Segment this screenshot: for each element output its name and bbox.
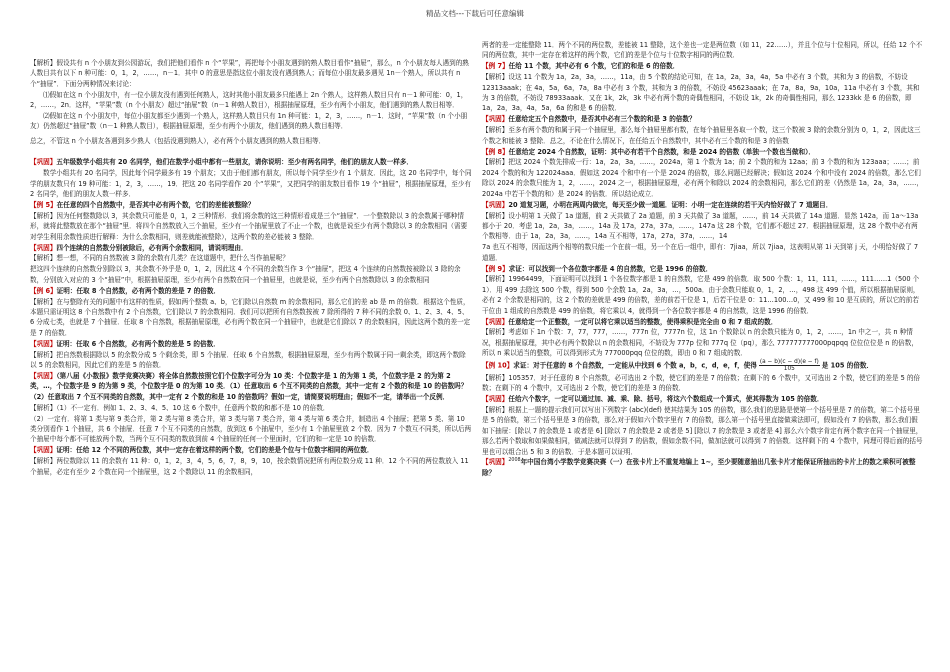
practice-10 bbox=[482, 457, 924, 478]
practice-6 bbox=[482, 114, 924, 124]
continued-solution: 两者的差一定能整除 11．两个不同的两位数，差能被 11 整除，这个差也一定是两位数（如 11，22……），并且个位与十位相同，所以，任给 12 个不同的两位数，其中一定存在着这样的两个数，它们的差是个位与十位数字相同的两位数． bbox=[482, 41, 923, 60]
practice-4-solution-2: （2）一定有．将第 1 类与第 9 类合并，第 2 类与第 8 类合并，第 3 类与第 7 类合并，第 4 类与第 6 类合并，制造出 4 个抽屉；把第 5 类、第 10 类分别看作 1 个抽屉，共 6 个抽屉．任意 7 个互不同类的自然数，放到这 6 个抽屉中，至少有 1 个抽屉里放 2 个数．因为 7 个数互不同类，所以后两个抽屉中每个都不可能放两个数，当两个互不同类的数放到前 4 个抽屉的任何一个里面时，它们的和一定是 10 的倍数． bbox=[30, 414, 472, 444]
example-text: 求证：可以找到一个各位数字都是 4 的自然数，它是 1996 的倍数． bbox=[508, 264, 713, 273]
example-5-solution: 【解析】因为任何整数除以 3，其余数只可能是 0，1，2 三种情形．我们将余数的这三种情形看成是三个“抽屉”．一个整数除以 3 的余数属于哪种情形，就将此整数放在那个“抽屉”里．将四个自然数放入三个抽屉，至少有一个抽屉里放了不止一个数，也就是说至少有两个数除以 3 的余数相同（需要对学生利用余数性质进行解释：为什么余数相同，则差就能被整除），这两个数的差必能被 3 整除． bbox=[30, 211, 468, 241]
practice-2-hint: 【解析】想一想，不同的自然数被 3 除的余数有几类？在这道题中，把什么当作抽屉呢？ bbox=[30, 254, 289, 263]
page-header: 精品文档---下载后可任意编辑 bbox=[425, 9, 525, 18]
case-one-paragraph: ⑴假如在这 n 个小朋友中，有一位小朋友没有遇到任何熟人，这时其他小朋友最多只能遇上 2n 个熟人，这样熟人数目只有 n－1 种可能：0，1，2，……，2n．这样，“苹果”数（n 个小朋友）超过“抽屉”数（n－1 种熟人数目），根据抽屉原理，至少有两个小朋友，他们遇到的熟人数目相等． bbox=[30, 90, 468, 110]
practice-9 bbox=[482, 394, 924, 404]
example-text-end: 是 105 的倍数． bbox=[821, 361, 874, 370]
practice-text: 证明：任给 12 个不同的两位数，其中一定存在着这样的两个数，它们的差是个位与十位数字相同的两位数． bbox=[56, 446, 374, 455]
practice-text: 证明：任取 6 个自然数，必有两个数的差是 5 的倍数． bbox=[56, 339, 220, 348]
practice-5 bbox=[30, 445, 472, 455]
practice-1 bbox=[30, 157, 472, 167]
example-6-solution: 【解析】在与整除有关的问题中有这样的性质，假如两个整数 a、b，它们除以自然数 m 的余数相同，那么它们的差 ab 是 m 的倍数．根据这个性质，本题只需证明这 8 个自然数中有 2 个自然数，它们除以 7 的余数相同．我们可以把所有自然数按被 7 除所得的 7 种不同的余数 0、1、2、3、4、5、6 分成七类，也就是 7 个抽屉．任取 8 个自然数，根据抽屉原理，必有两个数在同一个抽屉中，也就是它们除以 7 的余数相同，因此这两个数的差一定是 7 的倍数． bbox=[30, 297, 471, 337]
fraction-denominator: 105 bbox=[783, 366, 795, 373]
example-text: 任给 11 个数，其中必有 6 个数，它们的和是 6 的倍数． bbox=[508, 62, 680, 71]
example-7 bbox=[482, 61, 924, 71]
fraction-numerator: (a − b)(c − d)(e − f) bbox=[759, 359, 819, 366]
solution-paragraph: 【解析】假设共有 n 个小朋友到公园游玩，我们把他们看作 n 个“苹果”，再把每个小朋友遇到的熟人数目看作“抽屉”，那么，n 个小朋友每人遇到的熟人数目共有以下 n 种可能：0，1，2，……，n－1．其中 0 的意思是指这位小朋友没有遇到熟人；而每位小朋友最多遇见 1n－个熟人，所以共有 n 个“抽屉”．下面分两种情况来讨论： bbox=[30, 59, 469, 88]
example-label: 【例 5】 bbox=[30, 200, 57, 209]
example-label: 【例 6】 bbox=[30, 286, 57, 295]
practice-7 bbox=[482, 200, 924, 210]
practice-label: 【巩固】 bbox=[482, 200, 509, 209]
example-text: 在任意的四个自然数中，是否其中必有两个数，它们的差能被整除？ bbox=[56, 200, 255, 209]
example-10 bbox=[482, 359, 924, 372]
right-column bbox=[482, 40, 924, 479]
practice-label: 【巩固】 bbox=[482, 458, 509, 467]
case-two-paragraph: ⑵假如在这 n 个小朋友中，每位小朋友都至少遇到一个熟人，这样熟人数目只有 1n 种可能：1，2，3，……，n－1．这时，“苹果”数（n 个小朋友）仍然超过“抽屉”数（n－1 种熟人数目），根据抽屉原理，至少有两个小朋友，他们遇到的熟人数目相等． bbox=[30, 112, 468, 131]
example-label: 【例 7】 bbox=[482, 62, 509, 71]
left-column bbox=[30, 58, 472, 477]
fraction-expression bbox=[759, 359, 820, 372]
competition-year: 2008 bbox=[508, 458, 521, 464]
example-5 bbox=[30, 200, 472, 210]
practice-label: 【巩固】 bbox=[30, 158, 57, 167]
practice-label: 【巩固】 bbox=[30, 446, 57, 455]
example-label: 【例 8】 bbox=[482, 147, 509, 156]
practice-3-solution: 【解析】把自然数根据除以 5 的余数分成 5 个剩余类，即 5 个抽屉．任取 6 个自然数，根据抽屉原理，至少有两个数属于同一剩余类，即这两个数除以 5 的余数相同，因此它们的差是 5 的倍数． bbox=[30, 350, 466, 369]
practice-4 bbox=[30, 371, 472, 402]
practice-2 bbox=[30, 243, 472, 253]
practice-label: 【巩固】 bbox=[30, 243, 57, 252]
example-9-solution: 【解析】19964499，下面证明可以找到 1 个各位数字都是 1 的自然数，它是 499 的倍数．取 500 个数：1，11，111，……，111……1（500 个 1）．用 499 去除这 500 个数，得到 500 个余数 1a，2a，3a，…，500a．由于余数只能取 0，1，2，…，498 这 499 个值，所以根据抽屉原则，必有 2 个余数是相同的，这 2 个数的差就是 499 的倍数，差的前若干位是 1，后若干位是 0：11…100…0，又 499 和 10 是互质的，所以它的前若干位由 1 组成的自然数是 499 的倍数，将它乘以 4，就得到一个各位数字都是 4 的自然数，这是 1996 的倍数． bbox=[482, 275, 920, 315]
practice-8 bbox=[482, 317, 924, 327]
practice-text: 任意给定五个自然数中，是否其中必有三个数的和是 3 的倍数？ bbox=[508, 115, 696, 124]
practice-label: 【巩固】 bbox=[482, 395, 509, 403]
practice-label: 【巩固】 bbox=[30, 339, 57, 348]
practice-2-solution: 把这四个连续的自然数分别除以 3，其余数不外乎是 0，1，2，因此这 4 个不同的余数当作 3 个“抽屉”，把这 4 个连续的自然数按被除以 3 除的余数，分别放入对应的 3 个“抽屉”中，根据抽屉原理，至少有两个自然数在同一个抽屉里，也就是说，至少有两个自然数除以 3 的余数相同 bbox=[30, 265, 461, 284]
practice-text: 年中国台湾小学数学竞赛决赛（一）在张卡片上不重复地编上 1~，至少要随意抽出几张卡片才能保证所抽出的卡片上的数之乘积可被整除？ bbox=[482, 458, 916, 477]
practice-5-solution: 【解析】两位数除以 11 的余数有 11 种：0，1，2，3，4，5，6，7，8，9，10，按余数情况把所有两位数分成 11 种．12 个不同的两位数放入 11 个抽屉，必定有至少 2 个数在同一个抽屉里，这 2 个数除以 11 的余数相同， bbox=[30, 457, 469, 476]
practice-text: 任意给定一个正整数，一定可以将它乘以适当的整数，使得乘积是完全由 0 和 7 组成的数． bbox=[508, 317, 778, 326]
practice-8-solution: 【解析】考虑如下 1n 个数：7，77，777，……，777n 位，7777n 位，这 1n 个数除以 n 的余数只能为 0，1，2，……，1n 中之一，共 n 种情况，根据抽屉原理，其中必有两个数除以 n 的余数相同，不妨设为 777p 位和 777q 位（pq），那么 777777777000pqpqq 位位位位是 n 的倍数，所以 n 乘以适当的整数，可以得到形式为 777000pqq 位位的数，即由 0 和 7 组成的数． bbox=[482, 328, 918, 358]
practice-9-solution: 【解析】根据上一题的提示我们可以写出下列数字 (abc)(def) 使其结果为 105 的倍数，那么我们的思路是使第一个括号里是 7 的倍数，第二个括号里是 5 的倍数，第三个括号里是 3 的倍数，那么对于假如六个数字里有 7 的倍数，那么第一个括号里直接做乘法即可，假如没有 7 的倍数，那么我们假如下抽屉：[除以 7 的余数是 1 或者是 6] [除以 7 的余数是 2 或者是 5] [除以 7 的余数是 3 或者是 4] 那么六个数字肯定有两个数字在同一个抽屉里，那么若两个数取和如果做相同，做减法就可以得到 7 的倍数，假如余数不同，做加法就可以得到 7 的倍数．这样剩下的 4 个数中，同理可得后面的括号里也可以组合出 5 和 3 的倍数．于是本题可以证明． bbox=[482, 405, 923, 456]
example-label: 【例 9】 bbox=[482, 264, 509, 273]
practice-text: 20 道复习题，小明在两周内做完，每天至少做一道题．证明：小明一定在连续的若干天内恰好做了 7 道题目． bbox=[508, 200, 833, 209]
practice-label: 【巩固】 bbox=[482, 317, 509, 326]
example-7-solution: 【解析】设这 11 个数为 1a，2a，3a，……，11a，由 5 个数的结论可知，在 1a，2a，3a，4a，5a 中必有 3 个数，其和为 3 的倍数，不妨设 12313aaak；在 4a，5a，6a，7a，8a 中必有 3 个数，其和为 3 的倍数，不妨设 45623aaak；在 7a，8a，9a，10a，11a 中必有 3 个数，其和为 3 的倍数，不妨设 78933aaak．又在 1k，2k，3k 中必有两个数的奇偶性相同，不妨设 1k，2k 的奇偶性相同，那么 1233kk 是 6 的倍数，即 1a，2a，3a，4a，5a，6a 的和是 6 的倍数． bbox=[482, 73, 920, 113]
practice-label: 【巩固】 bbox=[30, 371, 57, 380]
practice-6-solution: 【解析】至多有两个数的和属于同一个抽屉里，那么每个抽屉里都有数，在每个抽屉里各取一个数，这三个数被 3 除的余数分别为 0，1，2，因此这三个数之和能被 3 整除．总之，不论在什么情况下，在任给五个自然数中，其中必有三个数的和是 3 的倍数 bbox=[482, 126, 921, 145]
example-10-solution: 【解析】105357．对于任意的 8 个自然数，必可选出 2 个数，使它们的差是 7 的倍数；在剩下的 6 个数中，又可选出 2 个数，使它们的差是 5 的倍数；在剩下的 4 个数中，又可选出 2 个数，使它们的差是 3 的倍数． bbox=[482, 373, 921, 393]
practice-4-solution-1: 【解析】（1）不一定有．例如 1、2、3、4、5、10 这 6 个数中，任意两个数的和都不是 10 的倍数． bbox=[30, 403, 330, 412]
practice-text: （第八届《小数报》数学竞赛决赛）将全体自然数按照它们个位数字可分为 10 类：个位数字是 1 的为第 1 类，个位数字是 2 的为第 2 类，…，个位数字是 9 的为第 9 类，个位数字是 0 的为第 10 类．（1）任意取出 6 个互不同类的自然数，其中一定有 2 个数的和是 10 的倍数吗？（2）任意取出 7 个互不同类的自然数，其中一定有 2 个数的和是 10 的倍数吗？假如一定，请简要说明理由；假如不一定，请举出一个反例． bbox=[30, 371, 468, 401]
example-6 bbox=[30, 286, 472, 296]
example-8 bbox=[482, 147, 924, 157]
summary-paragraph: 总之，不管这 n 个小朋友各遇到多少熟人（包括没遇到熟人），必有两个小朋友遇到的熟人数目相等． bbox=[30, 137, 326, 146]
practice-text: 五年级数学小组共有 20 名同学，他们在数学小组中都有一些朋友，请你说明：至少有两名同学，他们的朋友人数一样多． bbox=[56, 158, 414, 167]
practice-7-solution: 【解析】设小明第 1 天做了 1a 道题，前 2 天共做了 2a 道题，前 3 天共做了 3a 道题，……，前 14 天共做了 14a 道题．显然 142a，而 1a～13a 都小于 20．考虑 1a，2a，3a，……，14a 及 17a，27a，37a，……，147a 这 28 个数，它们都不超过 27．根据抽屉原理，这 28 个数中必有两个数相等．由于 1a，2a，3a，……，14a 互不相等，17a，27a，37a，……，14 bbox=[482, 211, 919, 241]
practice-7-solution-cont: 7a 也互不相等，因而这两个相等的数只能一个在前一组，另一个在后一组中，即有：7jiaa，所以 7jiaa，这表明从第 1i 天到第 j 天，小明恰好做了 7 道题． bbox=[482, 243, 919, 262]
example-label: 【例 10】 bbox=[482, 361, 514, 370]
practice-1-solution: 数学小组共有 20 名同学，因此每个同学最多有 19 个朋友；又由于他们都有朋友，所以每个同学至少有 1 个朋友．因此，这 20 名同学中，每个同学的朋友数只有 19 种可能：1，2，3，……，19．把这 20 名同学看作 20 个“苹果”，又把同学的朋友数目看作 19 个“抽屉”，根据抽屉原理，至少有 2 名同学，他们的朋友人数一样多． bbox=[30, 169, 472, 198]
example-text: 求证：对于任意的 8 个自然数，一定能从中找到 6 个数 a，b，c，d，e，f，使得 bbox=[513, 361, 757, 370]
example-9 bbox=[482, 264, 924, 274]
practice-3 bbox=[30, 339, 472, 349]
example-text: 任意给定 2024 个自然数，证明：其中必有若干个自然数，和是 2024 的倍数（单独一个数也当做和）． bbox=[508, 147, 816, 156]
practice-text: 任给六个数字，一定可以通过加、减、乘、除、括号，将这六个数组成一个算式，使其得数为 105 的倍数． bbox=[508, 395, 824, 403]
example-text: 证明：任取 8 个自然数，必有两个数的差是 7 的倍数． bbox=[56, 286, 221, 295]
practice-label: 【巩固】 bbox=[482, 115, 509, 124]
example-8-solution: 【解析】把这 2024 个数先排成一行：1a，2a，3a，……，2024a，第 1 个数为 1a；前 2 个数的和为 12aa；前 3 个数的和为 123aaa；……；前 2024 个数的和为 122024aaa．假如这 2024 个和中有一个是 2024 的倍数，那么问题已经解决；假如这 2024 个和中没有 2024 的倍数，那么它们除以 2024 的余数只能为 1，2，……，2024 之一，根据抽屉原理，必有两个和除以 2024 的余数相同，那么它们的差（仍然是 1a，2a，3a，……，2024a 中若干个数的和）是 2024 的倍数．所以结论成立． bbox=[482, 158, 923, 198]
practice-text: 四个连续的自然数分别被除后，必有两个余数相同，请说明理由． bbox=[56, 243, 248, 252]
